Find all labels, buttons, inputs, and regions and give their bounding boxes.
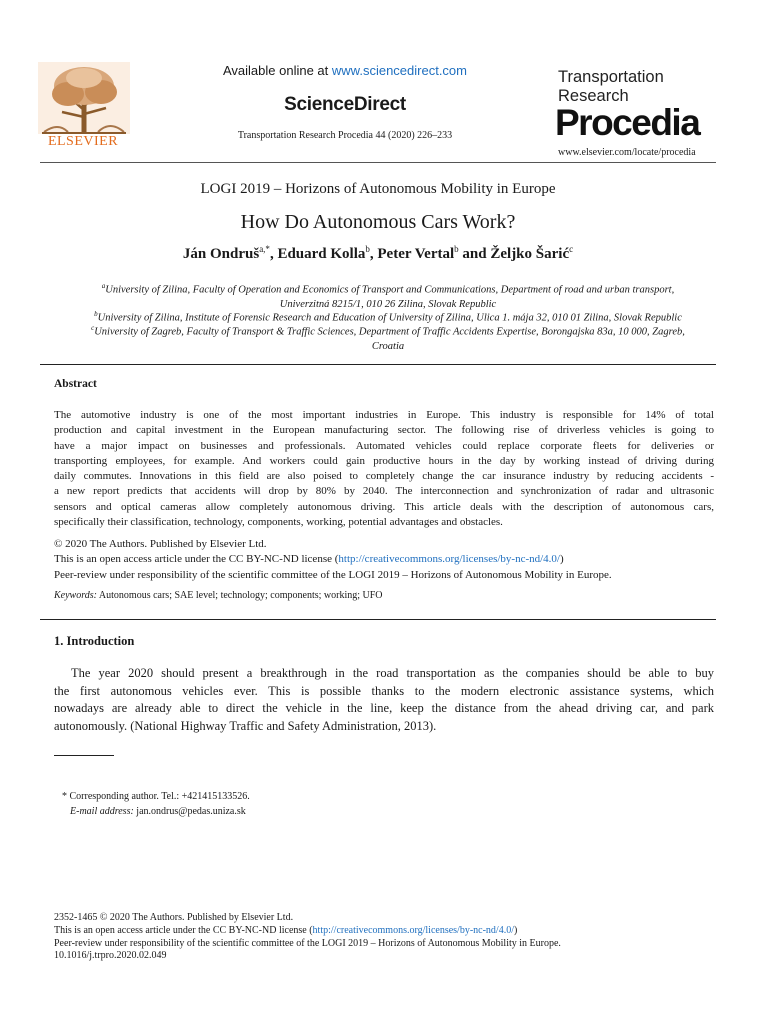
copyright-line: © 2020 The Authors. Published by Elsevier Ltd. (54, 538, 267, 550)
abstract-line: The automotive industry is one of the most important industries in Europe. This industry is responsible for 14% of total (54, 409, 714, 421)
abstract-line: have a major impact on businesses and professionals. Automated vehicles could replace corporate fleets for deliveries or (54, 439, 714, 452)
author-separator: , (269, 246, 278, 262)
author-affiliation-mark: b (454, 244, 459, 254)
keywords (54, 590, 714, 601)
affiliation-text: Croatia (371, 340, 405, 352)
author-name: Ján Ondruš (182, 246, 260, 262)
sciencedirect-title: ScienceDirect (284, 94, 406, 115)
affiliation-c (58, 321, 718, 354)
paper-title: How Do Autonomous Cars Work? (240, 211, 516, 233)
abstract-bottom-divider (40, 619, 716, 620)
abstract-line: production and capital investment in the European manufacturing sector. The following rise of driverless vehicles is going to (54, 424, 714, 437)
journal-citation: Transportation Research Procedia 44 (2020) 226–233 (237, 130, 453, 141)
sciencedirect-link[interactable]: www.sciencedirect.com (331, 63, 467, 78)
journal-url[interactable]: www.elsevier.com/locate/procedia (558, 147, 696, 158)
footnote-divider (54, 755, 114, 756)
affiliation-mark: a (101, 282, 106, 290)
abstract-line: daily commutes. Innovations in this field are also poised to completely change the car insurance industry by reducing accidents - (54, 470, 714, 483)
paragraph-line: nowadays are already able to direct the vehicle in the line, keep the distance from the ahead driving car, and park (54, 701, 714, 715)
affiliation-mark: b (94, 310, 98, 318)
section-heading-introduction: 1. Introduction (54, 634, 135, 648)
author-name: Željko Šarić (490, 246, 570, 262)
footer-license-link[interactable]: http://creativecommons.org/licenses/by-nc-nd/4.0/ (312, 924, 514, 936)
conference-name: LOGI 2019 – Horizons of Autonomous Mobility in Europe (200, 181, 556, 197)
keywords-label: Keywords: (54, 590, 97, 601)
footer-peer-review: Peer-review under responsibility of the scientific committee of the LOGI 2019 – Horizons of Autonomous Mobility in Europe. (54, 937, 561, 949)
abstract-line: specifically their classification, technology, components, working, potential advantages and obstacles. (54, 516, 503, 529)
issn-line: 2352-1465 © 2020 The Authors. Published by Elsevier Ltd. (54, 912, 294, 923)
author-email[interactable]: jan.ondrus@pedas.uniza.sk (136, 806, 246, 817)
journal-logo-line2: Research (558, 87, 629, 105)
abstract-line: a new report predicts that accidents will drop by 80% by 2040. The interconnection and synchronization of radar and ultrasonic (54, 485, 714, 498)
author-separator: , (369, 246, 378, 262)
affiliation-text: University of Zilina, Institute of Forensic Research and Education of University of Zilina, Ulica 1. mája 32, 010 01 Zilina, Slovak Republic (97, 312, 682, 324)
keywords-list: Autonomous cars; SAE level; technology; components; working; UFO (98, 590, 383, 601)
abstract-line: transporting employees, for example. And workers could gain productive hours in the day by working instead of driving during (54, 454, 714, 467)
header-divider (40, 162, 716, 163)
abstract-copyright (54, 537, 724, 583)
author-affiliation-mark: c (569, 244, 574, 254)
affiliation-text: University of Zilina, Faculty of Operation and Economics of Transport and Communications, Department of road and urban transport, (105, 284, 675, 296)
abstract-line: sensors and optical cameras allow completely autonomous driving. This article deals with the description of autonomous cars, (54, 500, 714, 513)
journal-logo-line3: Procedia (555, 102, 700, 143)
doi[interactable]: 10.1016/j.trpro.2020.02.049 (54, 950, 167, 962)
abstract-top-divider (40, 364, 716, 365)
introduction-paragraph (54, 665, 714, 735)
author-list (40, 244, 716, 263)
license-link[interactable]: http://creativecommons.org/licenses/by-nc-nd/4.0/ (338, 553, 560, 566)
footer-license-text: This is an open access article under the CC BY-NC-ND license ( (54, 924, 313, 936)
elsevier-wordmark: ELSEVIER (47, 134, 119, 149)
abstract-body (54, 408, 714, 530)
author-affiliation-mark: b (365, 244, 370, 254)
paragraph-line: the first autonomous vehicles ever. This is possible thanks to the modern electronic assistance systems, which (54, 683, 714, 698)
affiliation-text: University of Zagreb, Faculty of Transport & Traffic Sciences, Department of Traffic Accidents Expertise, Borongajska 83a, 10 000, Zagreb, (94, 326, 685, 338)
corresponding-author: * Corresponding author. Tel.: +421415133526. (62, 791, 250, 802)
license-text: This is an open access article under the CC BY-NC-ND license ( (54, 553, 339, 566)
available-online-line (180, 63, 510, 78)
author-separator: and (458, 246, 491, 262)
page-footer (54, 912, 714, 963)
license-text-end: ) (560, 553, 564, 566)
author-affiliation-mark: a,* (259, 244, 270, 254)
affiliation-text: Univerzitná 8215/1, 010 26 Zilina, Slovak Republic (279, 298, 497, 310)
abstract-heading: Abstract (54, 378, 97, 390)
paragraph-line: The year 2020 should present a breakthrough in the road transportation as the companies should be able to buy (71, 666, 714, 680)
author-name: Eduard Kolla (277, 246, 366, 262)
available-online-text: Available online at (222, 63, 332, 78)
peer-review-line: Peer-review under responsibility of the scientific committee of the LOGI 2019 – Horizons of Autonomous Mobility in Europe. (54, 568, 612, 581)
email-label: E-mail address: (70, 806, 134, 817)
journal-logo-line1: Transportation (558, 68, 664, 86)
paragraph-line: autonomously. (National Highway Traffic and Safety Administration, 2013). (54, 718, 437, 733)
corresponding-author-footnote (62, 789, 250, 819)
affiliation-mark: c (91, 324, 95, 332)
footer-license-text-end: ) (513, 924, 518, 936)
author-name: Peter Vertal (377, 246, 455, 262)
